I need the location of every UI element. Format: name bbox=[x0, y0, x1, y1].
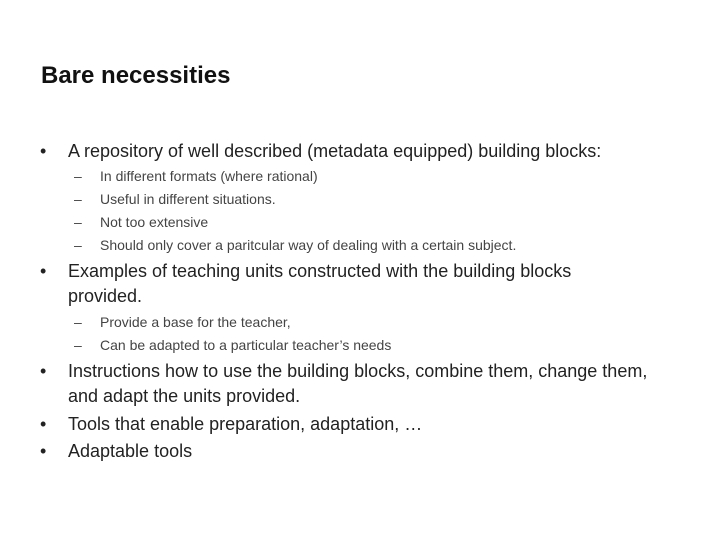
bullet-text: Tools that enable preparation, adaptation, … bbox=[68, 414, 423, 434]
sub-bullet-item bbox=[74, 235, 674, 255]
bullet-item-instructions bbox=[40, 359, 680, 409]
sub-bullet-item bbox=[74, 335, 674, 355]
sub-bullet-item bbox=[74, 312, 674, 332]
sub-bullet-marker: – bbox=[74, 237, 82, 253]
bullet-marker: • bbox=[40, 261, 47, 281]
bullet-text: Instructions how to use the building blocks, combine them, change them, and adapt the units provided. bbox=[68, 361, 648, 406]
sub-bullet-text: Not too extensive bbox=[100, 214, 209, 230]
bullet-text: Examples of teaching units constructed with the building blocks provided. bbox=[68, 261, 572, 306]
bullet-text: Adaptable tools bbox=[68, 441, 193, 461]
slide-title: Bare necessities bbox=[41, 62, 231, 89]
sub-bullet-marker: – bbox=[74, 314, 82, 330]
bullet-marker: • bbox=[40, 441, 47, 461]
sub-bullet-item bbox=[74, 166, 674, 186]
bullet-item-adaptable-tools bbox=[40, 439, 680, 464]
sub-bullet-text: In different formats (where rational) bbox=[100, 168, 318, 184]
bullet-text: A repository of well described (metadata equipped) building blocks: bbox=[68, 141, 602, 161]
sub-bullet-item bbox=[74, 212, 674, 232]
sub-bullet-text: Provide a base for the teacher, bbox=[100, 314, 291, 330]
sub-bullet-marker: – bbox=[74, 214, 82, 230]
bullet-item-examples bbox=[40, 259, 680, 309]
sub-bullet-marker: – bbox=[74, 168, 82, 184]
sub-bullet-item bbox=[74, 189, 674, 209]
sub-bullet-text: Should only cover a paritcular way of dealing with a certain subject. bbox=[100, 237, 517, 253]
sub-bullet-marker: – bbox=[74, 191, 82, 207]
bullet-marker: • bbox=[40, 414, 47, 434]
bullet-item-tools bbox=[40, 412, 680, 437]
bullet-marker: • bbox=[40, 361, 47, 381]
sub-bullet-marker: – bbox=[74, 337, 82, 353]
bullet-item-repository bbox=[40, 139, 680, 164]
sub-bullet-text: Can be adapted to a particular teacher’s needs bbox=[100, 337, 392, 353]
sub-bullet-text: Useful in different situations. bbox=[100, 191, 276, 207]
bullet-marker: • bbox=[40, 141, 47, 161]
